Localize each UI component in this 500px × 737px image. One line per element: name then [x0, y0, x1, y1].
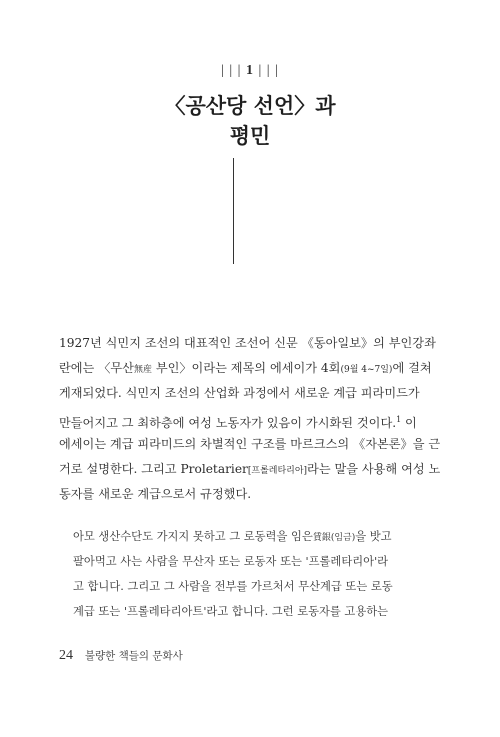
paragraph-text: 이: [401, 415, 417, 430]
paragraph-text: 에 걸쳐: [392, 361, 432, 376]
chapter-marker: [0, 63, 500, 79]
block-quote: [73, 524, 441, 624]
hanja-annotation: 賃銀(임금): [312, 533, 356, 543]
quote-line: 팔아먹고 사는 사람을 무산자 또는 로동자 또는 '프롤레타리아'라: [73, 555, 389, 568]
quote-text: 아모 생산수단도 가지지 못하고 그 로동력을 임은: [73, 530, 313, 543]
paragraph-text: 란에는 〈무산: [59, 361, 134, 376]
paragraph-text: 부인〉이라는 제목의 에세이가 4회: [151, 361, 341, 376]
paragraph-line: 1927년 식민지 조선의 대표적인 조선어 신문 《동아일보》의 부인강좌: [59, 336, 436, 350]
quote-line: 고 합니다. 그리고 그 사람을 전부를 가르처서 무산계급 또는 로동: [73, 580, 393, 593]
paragraph-line: [59, 457, 440, 482]
chapter-bars-right: | | |: [258, 63, 279, 78]
chapter-bars-left: | | |: [221, 63, 242, 78]
quote-line: [73, 524, 441, 549]
chapter-title-line2: 평민: [229, 123, 271, 148]
chapter-title: [0, 91, 500, 151]
footnote-marker: 1: [396, 414, 402, 424]
hanja-annotation: 無産: [133, 365, 152, 376]
paragraph-text: 거로 설명한다. 그리고 Proletarier: [59, 461, 248, 476]
running-book-title: 불량한 책들의 문화사: [84, 650, 183, 662]
page-footer: [59, 648, 183, 664]
vertical-divider: [233, 158, 234, 264]
chapter-number: 1: [246, 63, 254, 78]
date-annotation: (9월 4~7일): [340, 365, 393, 376]
page-number: 24: [59, 648, 73, 663]
pronunciation-annotation: [프롤레타리아]: [247, 465, 308, 476]
paragraph-text: 라는 말을 사용해 여성 노: [307, 461, 441, 476]
paragraph-text: 만들어지고 그 최하층에 여성 노동자가 있음이 가시화된 것이다.: [59, 415, 397, 430]
body-paragraph: [59, 331, 440, 507]
paragraph-line: [59, 356, 440, 381]
quote-line: 계급 또는 '프롤레타리아트'라고 합니다. 그런 로동자를 고용하는: [73, 605, 389, 618]
chapter-title-line1: 〈공산당 선언〉과: [164, 93, 336, 118]
paragraph-line: [59, 407, 440, 432]
paragraph-line: 동자를 새로운 계급으로서 규정했다.: [59, 487, 252, 502]
quote-text: 을 밧고: [355, 530, 392, 543]
paragraph-line: 에세이는 계급 피라미드의 차별적인 구조를 마르크스의 《자본론》을 근: [59, 436, 441, 451]
paragraph-line: 게재되었다. 식민지 조선의 산업화 과정에서 새로운 계급 피라미드가: [59, 386, 420, 401]
